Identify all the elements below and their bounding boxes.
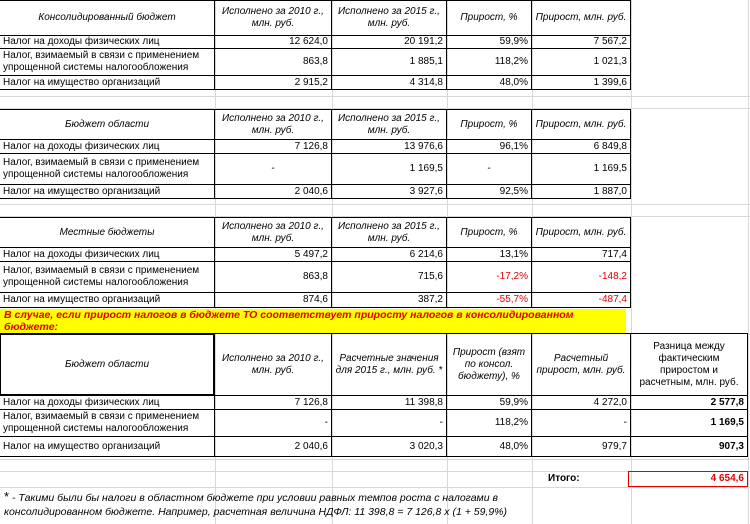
cell-value[interactable]: 4 272,0: [531, 395, 631, 410]
cell-value[interactable]: 3 927,6: [331, 184, 447, 199]
cell-value[interactable]: -: [331, 409, 447, 437]
cell-value[interactable]: 6 214,6: [331, 247, 447, 262]
section-header-growth-pct[interactable]: Прирост, %: [446, 217, 532, 248]
gridline: [748, 0, 749, 524]
section-header-2010[interactable]: Исполнено за 2010 г., млн. руб.: [214, 0, 332, 36]
calc-header-growth-pct[interactable]: Прирост (взят по консол. бюджету), %: [446, 333, 532, 396]
section-header-2010[interactable]: Исполнено за 2010 г., млн. руб.: [214, 109, 332, 140]
cell-value-difference[interactable]: 1 169,5: [630, 409, 748, 437]
section-header-2015[interactable]: Исполнено за 2015 г., млн. руб.: [331, 0, 447, 36]
cell-value[interactable]: 715,6: [331, 261, 447, 293]
cell-value[interactable]: 863,8: [214, 261, 332, 293]
row-label[interactable]: Налог на доходы физических лиц: [0, 247, 215, 262]
cell-value[interactable]: 1 169,5: [531, 153, 631, 185]
cell-value[interactable]: -: [446, 153, 532, 185]
calc-header-budget[interactable]: Бюджет области: [0, 333, 215, 396]
section-header-budget[interactable]: Консолидированный бюджет: [0, 0, 215, 36]
row-label[interactable]: Налог, взимаемый в связи с применением упрощенной системы налогообложения: [0, 409, 215, 437]
cell-value[interactable]: 3 020,3: [331, 436, 447, 457]
cell-value[interactable]: 96,1%: [446, 139, 532, 154]
footnote-line2: консолидированном бюджете. Например, расчетная величина НДФЛ: 11 398,8 = 7 126,8 х (1 + 59,9%): [4, 506, 508, 518]
row-label[interactable]: Налог на имущество организаций: [0, 436, 215, 457]
cell-value[interactable]: 118,2%: [446, 409, 532, 437]
section-header-growth-mln[interactable]: Прирост, млн. руб.: [531, 109, 631, 140]
cell-value[interactable]: 979,7: [531, 436, 631, 457]
cell-value[interactable]: 863,8: [214, 48, 332, 76]
row-label[interactable]: Налог на имущество организаций: [0, 75, 215, 90]
section-header-budget[interactable]: Местные бюджеты: [0, 217, 215, 248]
cell-value-negative[interactable]: -487,4: [531, 292, 631, 308]
cell-value[interactable]: 2 915,2: [214, 75, 332, 90]
cell-value[interactable]: 118,2%: [446, 48, 532, 76]
cell-value[interactable]: -: [531, 409, 631, 437]
cell-value[interactable]: 11 398,8: [331, 395, 447, 410]
scenario-banner: В случае, если прирост налогов в бюджете ТО соответствует приросту налогов в консолидированном бюджете:: [0, 309, 626, 333]
cell-value[interactable]: 2 040,6: [214, 184, 332, 199]
cell-value[interactable]: 59,9%: [446, 35, 532, 49]
cell-value[interactable]: 4 314,8: [331, 75, 447, 90]
cell-value[interactable]: 7 567,2: [531, 35, 631, 49]
cell-value[interactable]: 717,4: [531, 247, 631, 262]
section-header-budget[interactable]: Бюджет области: [0, 109, 215, 140]
row-label[interactable]: Налог на доходы физических лиц: [0, 35, 215, 49]
gridline: [0, 459, 750, 460]
cell-value-negative[interactable]: -148,2: [531, 261, 631, 293]
row-label[interactable]: Налог на доходы физических лиц: [0, 395, 215, 410]
calc-header-growth-mln[interactable]: Расчетный прирост, млн. руб.: [531, 333, 631, 396]
row-label[interactable]: Налог на имущество организаций: [0, 292, 215, 308]
section-header-growth-mln[interactable]: Прирост, млн. руб.: [531, 217, 631, 248]
cell-value[interactable]: 13,1%: [446, 247, 532, 262]
total-value[interactable]: 4 654,6: [628, 471, 748, 487]
cell-value-difference[interactable]: 2 577,8: [630, 395, 748, 410]
cell-value[interactable]: 7 126,8: [214, 139, 332, 154]
section-header-growth-pct[interactable]: Прирост, %: [446, 0, 532, 36]
cell-value[interactable]: 1 885,1: [331, 48, 447, 76]
cell-value[interactable]: 2 040,6: [214, 436, 332, 457]
cell-value[interactable]: -: [214, 153, 332, 185]
cell-value-negative[interactable]: -17,2%: [446, 261, 532, 293]
cell-value[interactable]: 13 976,6: [331, 139, 447, 154]
cell-value-difference[interactable]: 907,3: [630, 436, 748, 457]
row-label[interactable]: Налог на доходы физических лиц: [0, 139, 215, 154]
section-header-2015[interactable]: Исполнено за 2015 г., млн. руб.: [331, 109, 447, 140]
cell-value[interactable]: 5 497,2: [214, 247, 332, 262]
calc-header-2015-estimate[interactable]: Расчетные значения для 2015 г., млн. руб. *: [331, 333, 447, 396]
cell-value[interactable]: 6 849,8: [531, 139, 631, 154]
cell-value[interactable]: 48,0%: [446, 75, 532, 90]
gridline: [0, 96, 750, 97]
cell-value-negative[interactable]: -55,7%: [446, 292, 532, 308]
cell-value[interactable]: 1 887,0: [531, 184, 631, 199]
row-label[interactable]: Налог, взимаемый в связи с применением упрощенной системы налогообложения: [0, 48, 215, 76]
calc-header-difference[interactable]: Разница между фактическим приростом и расчетным, млн. руб.: [630, 333, 748, 396]
footnote-line1: - Такими были бы налоги в областном бюджете при условии равных темпов роста с налогами в: [9, 492, 498, 504]
section-header-growth-pct[interactable]: Прирост, %: [446, 109, 532, 140]
footnote-star: *: [4, 489, 10, 504]
cell-value[interactable]: 12 624,0: [214, 35, 332, 49]
cell-value[interactable]: 7 126,8: [214, 395, 332, 410]
row-label[interactable]: Налог, взимаемый в связи с применением упрощенной системы налогообложения: [0, 153, 215, 185]
cell-value[interactable]: 1 399,6: [531, 75, 631, 90]
total-label: Итого:: [548, 473, 580, 484]
section-header-2010[interactable]: Исполнено за 2010 г., млн. руб.: [214, 217, 332, 248]
cell-value[interactable]: 48,0%: [446, 436, 532, 457]
calc-header-2010[interactable]: Исполнено за 2010 г., млн. руб.: [214, 333, 332, 396]
cell-value[interactable]: -: [214, 409, 332, 437]
section-header-growth-mln[interactable]: Прирост, млн. руб.: [531, 0, 631, 36]
cell-value[interactable]: 1 021,3: [531, 48, 631, 76]
cell-value[interactable]: 92,5%: [446, 184, 532, 199]
cell-value[interactable]: 1 169,5: [331, 153, 447, 185]
footnote: [4, 490, 744, 519]
gridline: [0, 204, 750, 205]
cell-value[interactable]: 387,2: [331, 292, 447, 308]
gridline: [0, 487, 750, 488]
section-header-2015[interactable]: Исполнено за 2015 г., млн. руб.: [331, 217, 447, 248]
cell-value[interactable]: 59,9%: [446, 395, 532, 410]
cell-value[interactable]: 20 191,2: [331, 35, 447, 49]
cell-value[interactable]: 874,6: [214, 292, 332, 308]
row-label[interactable]: Налог, взимаемый в связи с применением упрощенной системы налогообложения: [0, 261, 215, 293]
row-label[interactable]: Налог на имущество организаций: [0, 184, 215, 199]
